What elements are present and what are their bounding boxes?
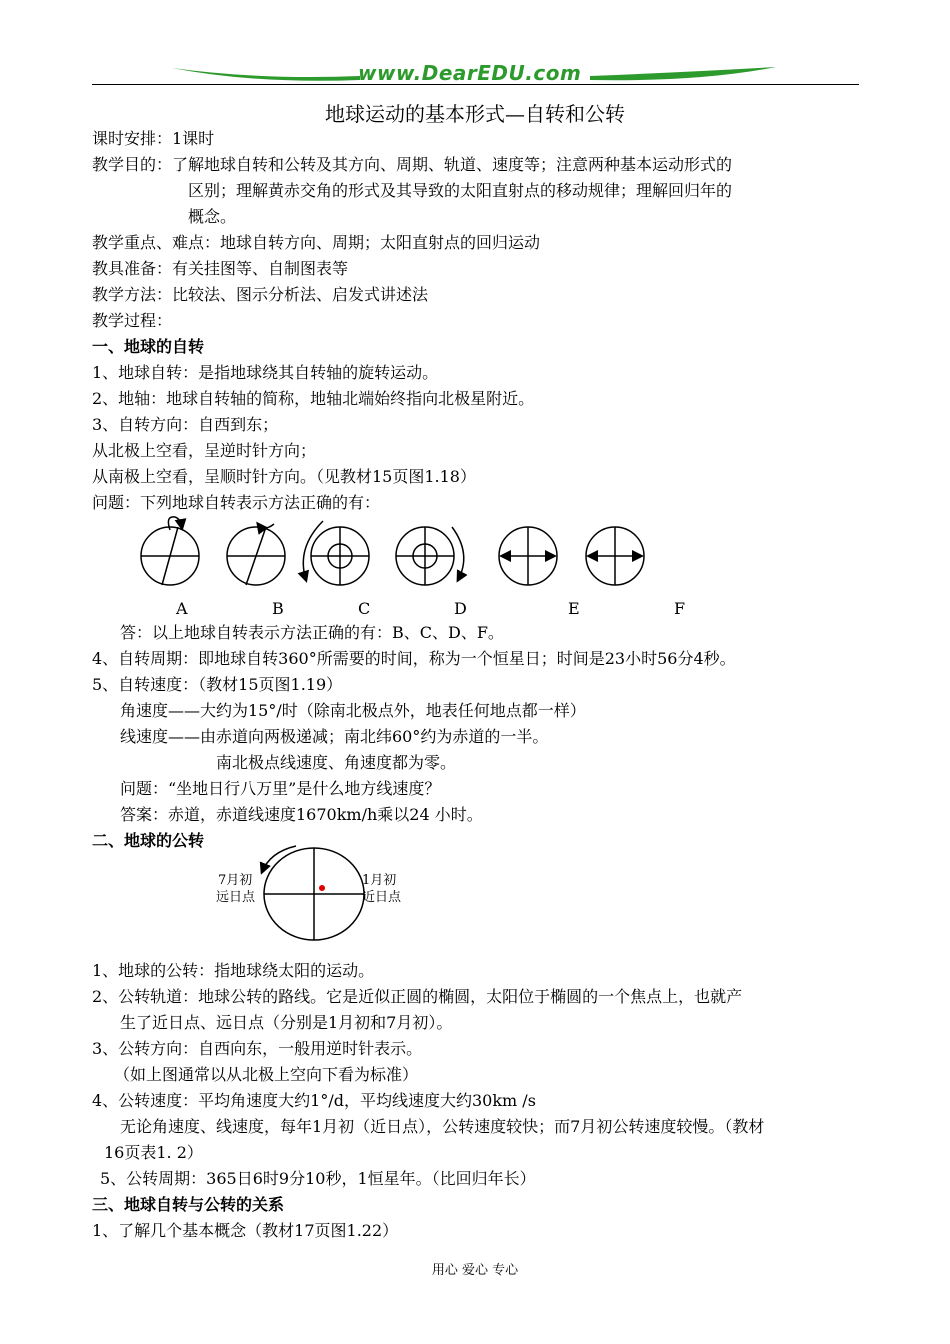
section3-line1: 1、了解几个基本概念（教材17页图1.22） bbox=[92, 1221, 399, 1240]
diagram-label-d: D bbox=[454, 599, 467, 618]
section1-line8: 角速度——大约为15°/时（除南北极点外，地表任何地点都一样） bbox=[120, 701, 586, 720]
diagram-d bbox=[396, 527, 464, 585]
meta-process: 教学过程： bbox=[92, 311, 173, 330]
rotation-diagrams bbox=[0, 510, 950, 610]
section2-heading: 二、地球的公转 bbox=[92, 831, 205, 850]
orbit-label-left-1: 7月初 bbox=[218, 873, 253, 888]
section2-line6: 4、公转速度：平均角速度大约1°/d，平均线速度大约30km /s bbox=[92, 1091, 536, 1110]
orbit-label-right-1: 1月初 bbox=[362, 873, 397, 888]
section1-answer2: 答案：赤道，赤道线速度1670km/h乘以24 小时。 bbox=[120, 805, 483, 824]
section1-answer: 答：以上地球自转表示方法正确的有：B、C、D、F。 bbox=[120, 623, 504, 642]
section2-line4: 3、公转方向：自西向东，一般用逆时针表示。 bbox=[92, 1039, 423, 1058]
section1-line5: 从南极上空看，呈顺时针方向。（见教材15页图1.18） bbox=[92, 467, 476, 486]
section1-line10: 南北极点线速度、角速度都为零。 bbox=[216, 753, 457, 772]
section1-line1: 1、地球自转：是指地球绕其自转轴的旋转运动。 bbox=[92, 363, 439, 382]
section1-question: 问题：下列地球自转表示方法正确的有： bbox=[92, 493, 381, 512]
header-rule bbox=[92, 84, 859, 85]
section1-line4: 从北极上空看，呈逆时针方向； bbox=[92, 441, 317, 460]
section2-line7: 无论角速度、线速度，每年1月初（近日点），公转速度较快；而7月初公转速度较慢。（教材 bbox=[120, 1117, 765, 1136]
diagram-label-b: B bbox=[272, 599, 284, 618]
section1-question2: 问题：“坐地日行八万里”是什么地方线速度？ bbox=[120, 779, 441, 798]
section1-line7: 5、自转速度：（教材15页图1.19） bbox=[92, 675, 343, 694]
header-logo-text: www.DearEDU.com bbox=[358, 61, 582, 85]
orbit-label-right-2: 近日点 bbox=[362, 890, 402, 905]
section2-line2: 2、公转轨道：地球公转的路线。它是近似正圆的椭圆，太阳位于椭圆的一个焦点上，也就产 bbox=[92, 987, 743, 1006]
page-footer: 用心 爱心 专心 bbox=[431, 1263, 519, 1278]
diagram-c bbox=[303, 521, 369, 585]
orbit-direction-arrow bbox=[262, 846, 296, 872]
diagram-a bbox=[141, 517, 199, 585]
section2-line9: 5、公转周期：365日6时9分10秒，1恒星年。（比回归年长） bbox=[100, 1169, 536, 1188]
diagram-label-e: E bbox=[568, 599, 580, 618]
diagram-label-a: A bbox=[176, 599, 188, 618]
meta-aim-line2: 区别；理解黄赤交角的形式及其导致的太阳直射点的移动规律；理解回归年的 bbox=[188, 181, 733, 200]
diagram-b bbox=[227, 524, 285, 585]
orbit-diagram bbox=[0, 838, 950, 948]
orbit-label-left-2: 远日点 bbox=[216, 890, 256, 905]
page-title: 地球运动的基本形式—自转和公转 bbox=[325, 102, 625, 126]
section3-heading: 三、地球自转与公转的关系 bbox=[92, 1195, 285, 1214]
diagram-e bbox=[499, 527, 557, 585]
section1-heading: 一、地球的自转 bbox=[92, 337, 205, 356]
section2-line8: 16页表1. 2） bbox=[104, 1143, 203, 1162]
section2-line5: （如上图通常以从北极上空向下看为标准） bbox=[114, 1065, 419, 1084]
meta-key-points: 教学重点、难点：地球自转方向、周期；太阳直射点的回归运动 bbox=[92, 233, 541, 252]
meta-methods: 教学方法：比较法、图示分析法、启发式讲述法 bbox=[92, 285, 429, 304]
meta-aim-line3: 概念。 bbox=[188, 207, 237, 226]
meta-tools: 教具准备：有关挂图等、自制图表等 bbox=[92, 259, 349, 278]
section1-line6: 4、自转周期：即地球自转360°所需要的时间，称为一个恒星日；时间是23小时56分4秒。 bbox=[92, 649, 736, 668]
diagram-label-f: F bbox=[674, 599, 686, 618]
diagram-label-c: C bbox=[358, 599, 371, 618]
sun-dot bbox=[319, 885, 325, 891]
meta-hours: 课时安排：1课时 bbox=[92, 129, 215, 148]
meta-aim-line1: 教学目的：了解地球自转和公转及其方向、周期、轨道、速度等；注意两种基本运动形式的 bbox=[92, 155, 733, 174]
section1-line9: 线速度——由赤道向两极递减；南北纬60°约为赤道的一半。 bbox=[120, 727, 549, 746]
section2-line1: 1、地球的公转：指地球绕太阳的运动。 bbox=[92, 961, 375, 980]
section1-line3: 3、自转方向：自西到东； bbox=[92, 415, 279, 434]
diagram-f bbox=[586, 527, 644, 585]
section1-line2: 2、地轴：地球自转轴的简称，地轴北端始终指向北极星附近。 bbox=[92, 389, 535, 408]
section2-line3: 生了近日点、远日点（分别是1月初和7月初）。 bbox=[120, 1013, 453, 1032]
